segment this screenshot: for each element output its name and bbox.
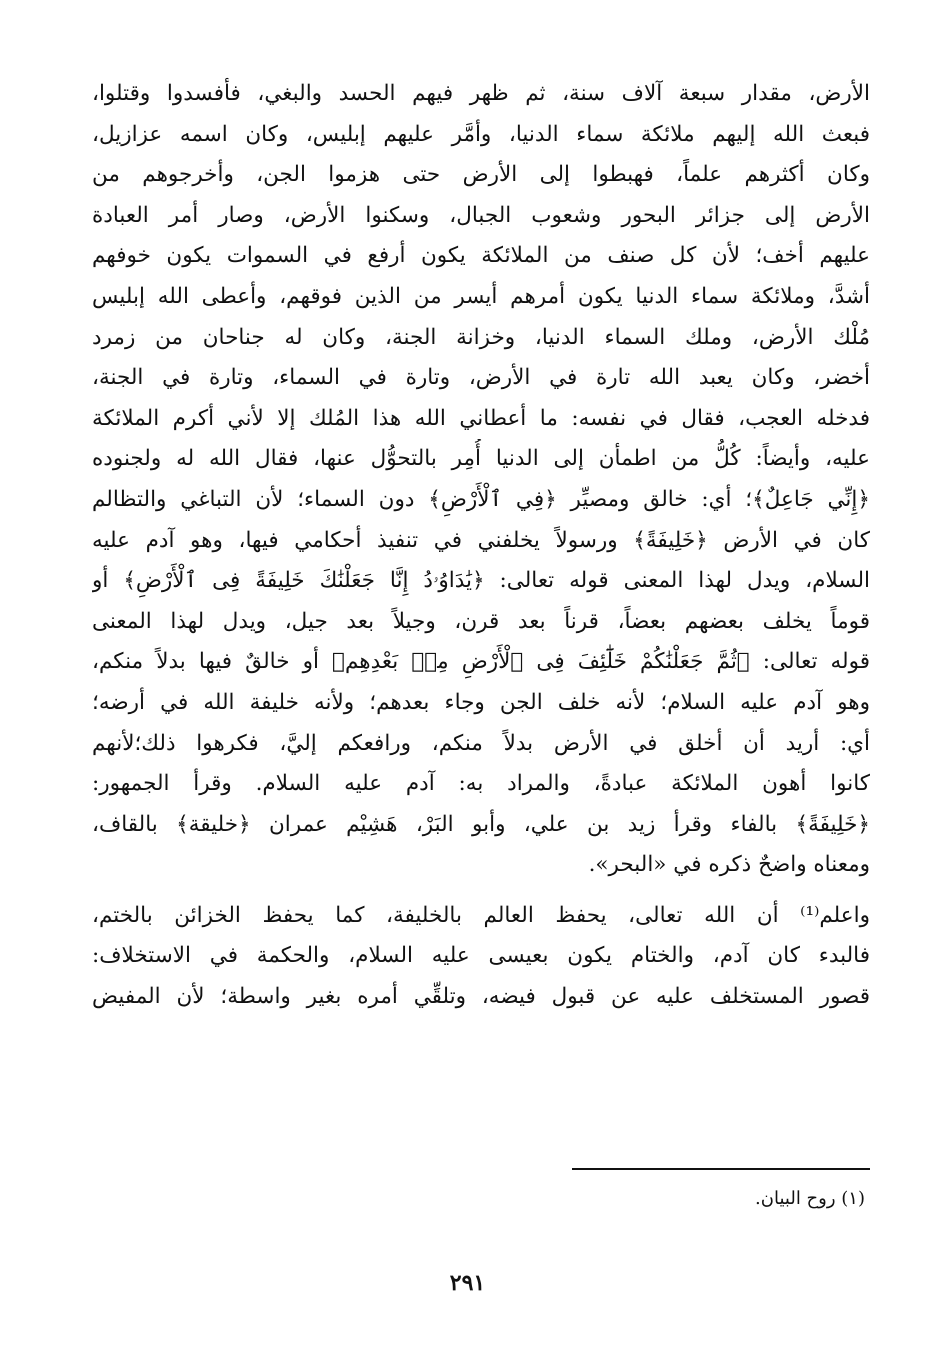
text-line: ﴿خَلِيفَةً﴾ بالفاء وقرأ زيد بن علي، وأبو البَرْ، هَشِيْم عمران ﴿خليقة﴾ بالقاف، (92, 811, 870, 837)
text-line: عليه، وأيضاً: كُلُّ من اطمأن إلى الدنيا أُمِر بالتحوُّل عنها، فقال الله له ولجنوده (92, 446, 870, 472)
text-line: الأرض، مقدار سبعة آلاف سنة، ثم ظهر فيهم الحسد والبغي، فأفسدوا وقتلوا، (92, 81, 870, 106)
text-line: مُلْك الأرض، وملك السماء الدنيا، وخزانة الجنة، وكان له جناحان من زمرد (92, 324, 870, 350)
text-line: ﴿إِنِّي جَاعِلٌ﴾؛ أي: خالق ومصيِّر ﴿فِي ٱلْأَرْضِ﴾ دون السماء؛ لأن التباغي والتظالم (92, 486, 870, 512)
text-line: وهو آدم عليه السلام؛ لأنه خلف الجن وجاء بعدهم؛ ولأنه خليفة الله في أرضه؛ (92, 689, 870, 715)
paragraph-spacer (92, 886, 870, 896)
text-line: كان في الأرض ﴿خَلِيفَةً﴾ ورسولاً يخلفني في تنفيذ أحكامي فيها، وهو آدم عليه (92, 527, 870, 553)
text-line: واعلم⁽¹⁾ أن الله تعالى، يحفظ العالم بالخليفة، كما يحفظ الخزائن بالختم، (92, 902, 870, 928)
footnote-divider (572, 1168, 870, 1170)
text-line: أشدَّ، وملائكة سماء الدنيا يكون أمرهم أيسر من الذين فوقهم، وأعطى الله إبليس (92, 283, 870, 309)
page-number: ٢٩١ (449, 1270, 486, 1296)
main-text (92, 74, 870, 1018)
paragraph-2 (92, 896, 870, 1018)
text-line: قصور المستخلف عليه عن قبول فيضه، وتلقِّي أمره بغير واسطة؛ لأن المفيض (92, 984, 870, 1010)
text-line: أي: أريد أن أخلق في الأرض بدلاً منكم، ورافعكم إليَّ، فكرهوا ذلك؛لأنهم (92, 730, 870, 756)
text-line: قوماً يخلف بعضهم بعضاً، قرناً بعد قرن، وجيلاً بعد جيل، ويدل لهذا المعنى (92, 608, 870, 634)
paragraph-1 (92, 74, 870, 886)
text-line: أخضر، وكان يعبد الله تارة في الأرض، وتارة في السماء، وتارة في الجنة، (92, 365, 870, 391)
text-line: فالبدء كان آدم، والختام يكون بعيسى عليه السلام، والحكمة في الاستخلاف: (92, 943, 870, 969)
footnote: (١) روح البيان. (755, 1188, 865, 1209)
text-line: عليهم أخف؛ لأن كل صنف من الملائكة يكون أرفع في السموات يكون خوفهم (92, 243, 870, 269)
text-line: وكان أكثرهم علماً، فهبطوا إلى الأرض حتى هزموا الجن، وأخرجوهم من (92, 162, 870, 188)
text-line: قوله تعالى: ﴿ثُمَّ جَعَلْنَٰكُمْ خَلَٰٓئِفَ فِى ٱلْأَرْضِ مِنۢ بَعْدِهِم﴾ أو خالقٌ فيها بدلاً منكم، (92, 649, 870, 675)
text-line: ومعناه واضحٌ ذكره في «البحر». (588, 852, 870, 878)
text-line: السلام، ويدل لهذا المعنى قوله تعالى: ﴿يَٰدَاوُۥدُ إِنَّا جَعَلْنَٰكَ خَلِيفَةً فِى ٱلْأَرْضِ﴾ أو (92, 568, 870, 594)
text-line: كانوا أهون الملائكة عبادةً، والمراد به: آدم عليه السلام. وقرأ الجمهور: (92, 771, 870, 797)
text-line: فدخله العجب، فقال في نفسه: ما أعطاني الله هذا المُلك إلا لأني أكرم الملائكة (92, 405, 870, 431)
text-line: الأرض إلى جزائر البحور وشعوب الجبال، وسكنوا الأرض، وصار أمر العبادة (92, 202, 870, 228)
text-line: فبعث الله إليهم ملائكة سماء الدنيا، وأمَّر عليهم إبليس، وكان اسمه عزازيل، (92, 121, 870, 147)
